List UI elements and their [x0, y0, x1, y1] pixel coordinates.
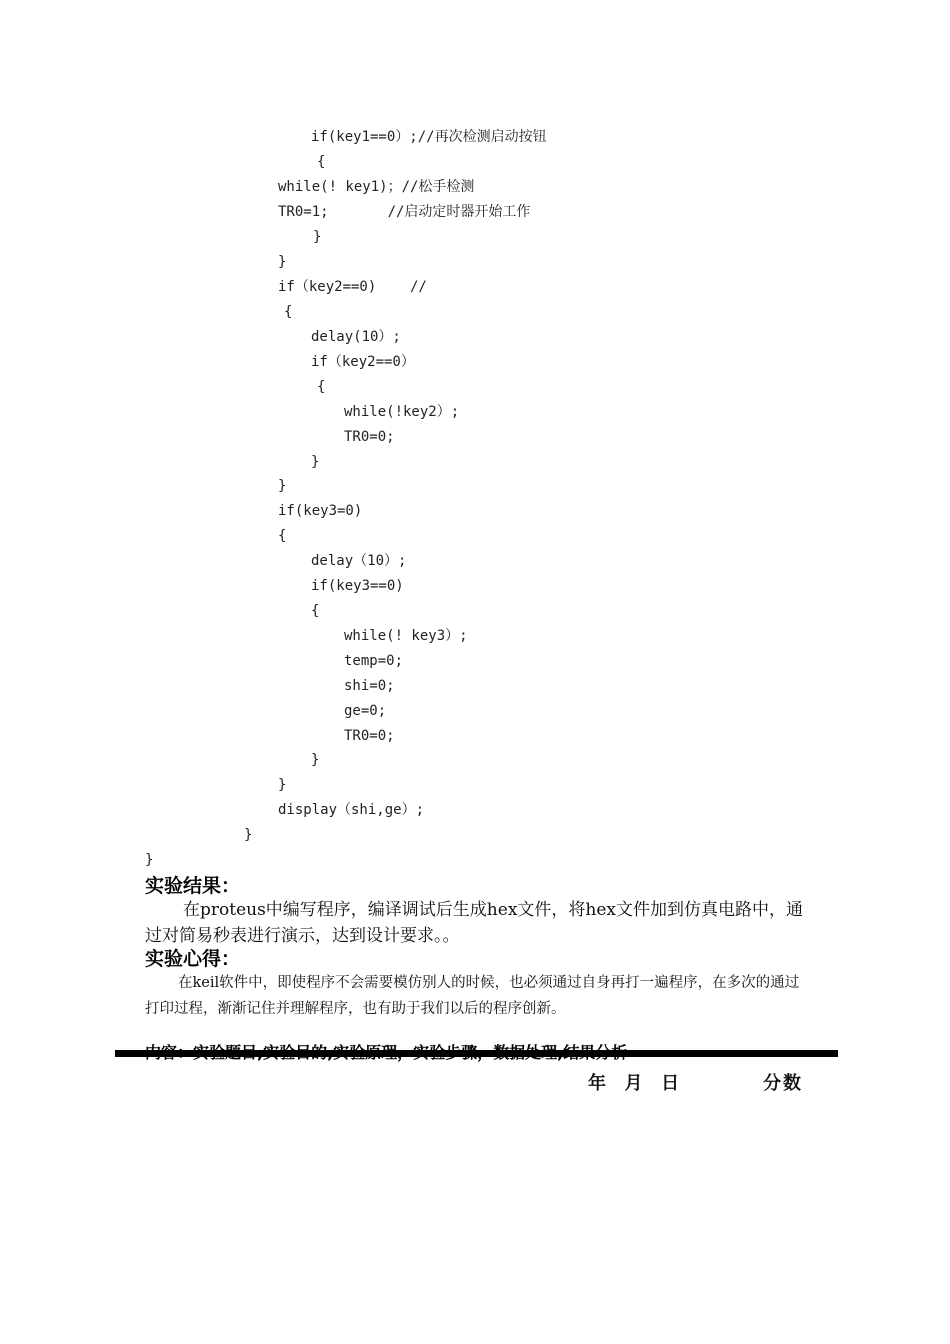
code-line-15: }: [278, 478, 287, 494]
code-line-27: }: [278, 777, 287, 793]
code-line-6: }: [278, 254, 287, 270]
code-line-18: delay（10）;: [311, 553, 407, 569]
code-line-11: {: [317, 379, 326, 395]
date-label: 年 月 日: [588, 1073, 682, 1094]
results-paragraph: 在proteus中编写程序，编译调试后生成hex文件，将hex文件加到仿真电路中，通过对简易秒表进行演示，达到设计要求。。: [145, 900, 804, 946]
code-line-25: TR0=0;: [344, 728, 395, 744]
score-label: 分数: [763, 1073, 803, 1094]
code-line-7: if（key2==0) //: [278, 279, 427, 295]
code-line-20: {: [311, 603, 320, 619]
code-line-4: TR0=1; //启动定时器开始工作: [278, 204, 531, 220]
code-line-17: {: [278, 528, 287, 544]
code-line-26: }: [311, 752, 320, 768]
code-line-30: }: [145, 852, 154, 868]
divider-rule: [115, 1050, 838, 1057]
code-line-3: while(! key1)；//松手检测: [278, 179, 475, 195]
code-line-16: if(key3=0): [278, 503, 363, 519]
code-line-13: TR0=0;: [344, 429, 395, 445]
code-line-5: }: [313, 229, 322, 245]
code-line-8: {: [284, 304, 293, 320]
code-line-28: display（shi,ge）;: [278, 802, 425, 818]
code-line-10: if（key2==0）: [311, 354, 415, 370]
code-line-23: shi=0;: [344, 678, 395, 694]
code-line-24: ge=0;: [344, 703, 387, 719]
code-line-2: {: [317, 154, 326, 170]
code-line-21: while(! key3）;: [344, 628, 468, 644]
experience-heading: 实验心得：: [145, 948, 241, 970]
code-line-12: while(!key2）;: [344, 404, 460, 420]
code-line-19: if(key3==0): [311, 578, 404, 594]
results-heading: 实验结果：: [145, 875, 241, 897]
code-line-14: }: [311, 454, 320, 470]
code-line-22: temp=0;: [344, 653, 404, 669]
code-line-9: delay(10）;: [311, 329, 401, 345]
code-line-29: }: [244, 827, 253, 843]
code-line-1: if(key1==0）;//再次检测启动按钮: [311, 129, 547, 145]
experience-paragraph: 在keil软件中，即使程序不会需要模仿别人的时候，也必须通过自身再打一遍程序，在多次的通过打印过程，渐渐记住并理解程序，也有助于我们以后的程序创新。: [145, 975, 800, 1017]
